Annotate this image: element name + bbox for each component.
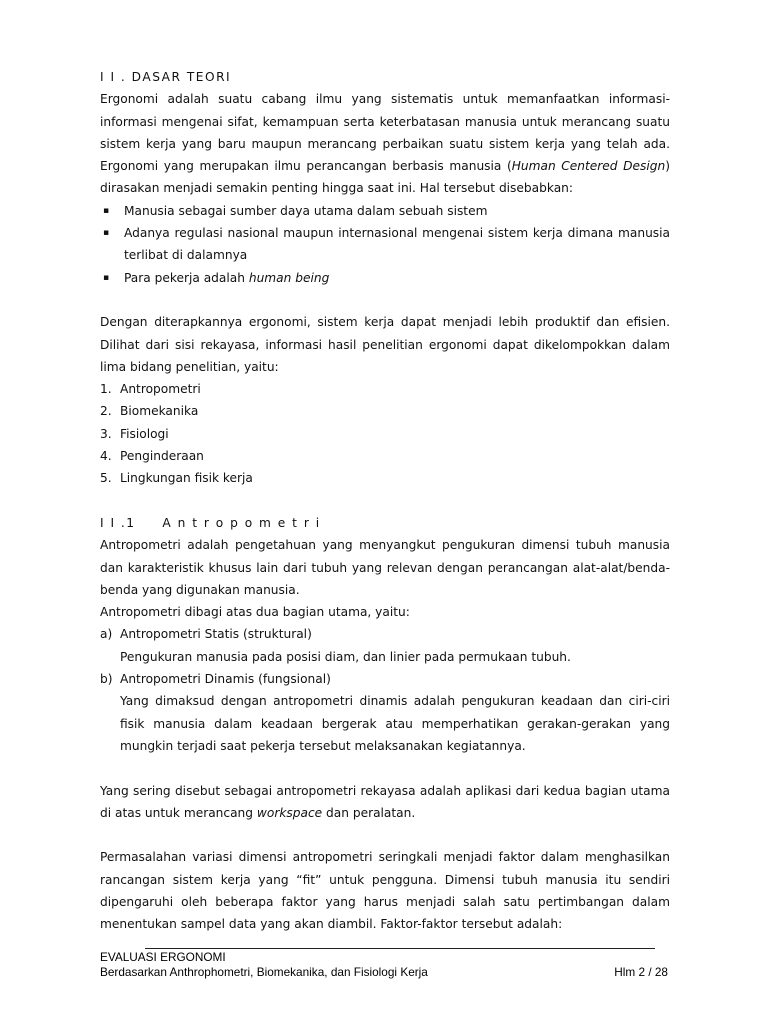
list-item [100,423,670,445]
list-letter: a) [100,627,113,642]
subsection-heading: I I .1 A n t r o p o m e t r i [100,515,321,530]
paragraph: Antropometri adalah pengetahuan yang menyangkut pengukuran dimensi tubuh manusia dan karakteristik khusus lain dari tubuh yang relevan dengan perancangan alat-alat/benda-benda yang digunakan manusia. [100,538,670,597]
bullet-icon: ▪ [103,228,110,239]
paragraph-italic: workspace [256,805,323,820]
footer-title: EVALUASI ERGONOMI [100,950,226,964]
list-item-italic: human being [248,270,330,285]
intro-text-2: ) dirasakan menjadi semakin penting hingga saat ini. Hal tersebut disebabkan: [100,159,670,196]
list-item [100,267,670,289]
list-item [100,222,670,267]
bullet-icon: ▪ [103,272,110,283]
paragraph: Antropometri dibagi atas dua bagian utama, yaitu: [100,605,410,620]
intro-paragraph [100,88,670,199]
list-item [100,378,670,400]
list-item-text: Penginderaan [120,449,204,464]
list-item-title: Antropometri Statis (struktural) [120,627,312,642]
list-item [100,400,670,422]
list-item-text: Antropometri [120,382,201,397]
list-item-text: Fisiologi [120,426,169,441]
list-item-title: Antropometri Dinamis (fungsional) [120,672,331,687]
list-number: 4. [100,449,112,464]
list-item [100,668,670,690]
paragraph: Permasalahan variasi dimensi antropometri seringkali menjadi faktor dalam menghasilkan rancangan sistem kerja yang “fit” untuk pengguna. Dimensi tubuh manusia itu sendiri dipengaruhi oleh beberapa faktor yang harus menjadi salah satu pertimbangan dalam menentukan sampel data yang akan diambil. Faktor-faktor tersebut adalah: [100,850,670,932]
list-item-text: Para pekerja adalah [124,270,249,285]
intro-text-1: Ergonomi adalah suatu cabang ilmu yang sistematis untuk memanfaatkan informasi-informasi mengenai sifat, kemampuan serta keterbatasan manusia untuk merancang suatu sistem kerja yang baru maupun merancang perbaikan suatu sistem kerja yang telah ada. Ergonomi yang merupakan ilmu perancangan berbasis manusia ( [100,92,670,174]
list-number: 2. [100,404,112,419]
list-number: 1. [100,382,112,397]
paragraph-text: Yang sering disebut sebagai antropometri rekayasa adalah aplikasi dari kedua bagian utama di atas untuk merancang [100,783,670,820]
anthropometry-types-list [100,623,670,757]
reasons-list [100,200,670,289]
bullet-icon: ▪ [103,205,110,216]
intro-text-italic: Human Centered Design [511,159,666,174]
list-item-text: Manusia sebagai sumber daya utama dalam sebuah sistem [124,203,488,218]
list-item-description: Pengukuran manusia pada posisi diam, dan linier pada permukaan tubuh. [120,649,571,664]
footer-divider [145,948,655,949]
section-heading: I I . DASAR TEORI [100,70,232,84]
document-body [100,66,670,936]
list-item-text: Biomekanika [120,404,199,419]
footer-subtitle: Berdasarkan Anthrophometri, Biomekanika, dan Fisiologi Kerja [100,965,428,979]
list-item [100,623,670,645]
paragraph-text: dan peralatan. [322,805,416,820]
list-item [100,200,670,222]
list-letter: b) [100,672,113,687]
list-item-description: Yang dimaksud dengan antropometri dinamis adalah pengukuran keadaan dan ciri-ciri fisik manusia dalam keadaan bergerak atau memperhatikan gerakan-gerakan yang mungkin terjadi saat pekerja tersebut melaksanakan kegiatannya. [120,694,670,753]
list-item-text: Adanya regulasi nasional maupun internasional mengenai sistem kerja dimana manusia terlibat di dalamnya [124,226,670,263]
paragraph: Dengan diterapkannya ergonomi, sistem kerja dapat menjadi lebih produktif dan efisien. Dilihat dari sisi rekayasa, informasi hasil penelitian ergonomi dapat dikelompokkan dalam lima bidang penelitian, yaitu: [100,315,670,374]
list-item [100,467,670,489]
research-fields-list [100,378,670,489]
footer-row [100,965,670,980]
list-number: 5. [100,471,112,486]
paragraph [100,780,670,825]
page-footer [100,950,670,980]
list-item [100,445,670,467]
page-number: Hlm 2 / 28 [614,965,668,979]
list-number: 3. [100,426,112,441]
list-item-text: Lingkungan fisik kerja [120,471,253,486]
